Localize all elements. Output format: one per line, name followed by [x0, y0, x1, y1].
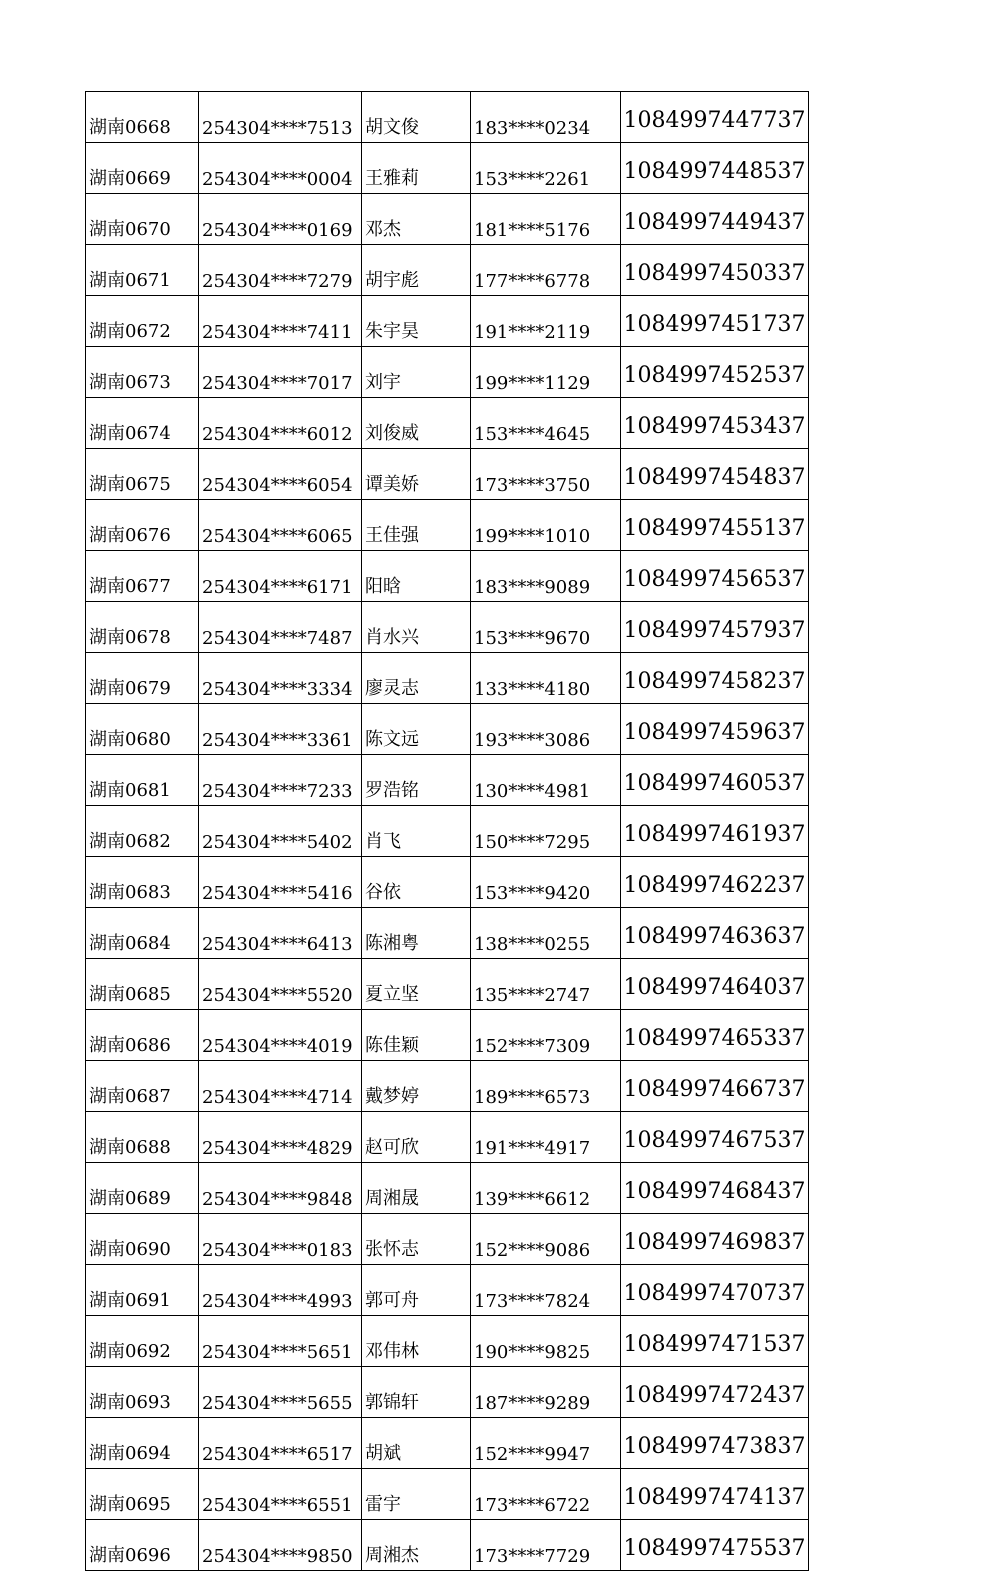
tracking-number-cell: 1084997451737	[621, 296, 809, 347]
person-name-cell: 胡斌	[362, 1418, 471, 1469]
tracking-number-cell: 1084997473837	[621, 1418, 809, 1469]
tracking-number-cell: 1084997464037	[621, 959, 809, 1010]
masked-id-cell: 254304****6517	[199, 1418, 362, 1469]
person-name-cell: 张怀志	[362, 1214, 471, 1265]
region-code-cell: 湖南0690	[86, 1214, 199, 1265]
masked-phone-cell: 152****7309	[471, 1010, 621, 1061]
table-row	[86, 92, 809, 143]
masked-phone-cell: 189****6573	[471, 1061, 621, 1112]
person-name-cell: 阳晗	[362, 551, 471, 602]
masked-phone-cell: 153****9670	[471, 602, 621, 653]
table-row	[86, 398, 809, 449]
table-row	[86, 857, 809, 908]
person-name-cell: 王佳强	[362, 500, 471, 551]
masked-id-cell: 254304****7513	[199, 92, 362, 143]
masked-phone-cell: 199****1129	[471, 347, 621, 398]
masked-phone-cell: 153****4645	[471, 398, 621, 449]
tracking-number-cell: 1084997449437	[621, 194, 809, 245]
region-code-cell: 湖南0678	[86, 602, 199, 653]
masked-id-cell: 254304****7487	[199, 602, 362, 653]
masked-id-cell: 254304****6054	[199, 449, 362, 500]
tracking-number-cell: 1084997463637	[621, 908, 809, 959]
region-code-cell: 湖南0696	[86, 1520, 199, 1571]
masked-phone-cell: 152****9947	[471, 1418, 621, 1469]
person-name-cell: 周湘杰	[362, 1520, 471, 1571]
masked-id-cell: 254304****6012	[199, 398, 362, 449]
table-row	[86, 1469, 809, 1520]
masked-id-cell: 254304****4714	[199, 1061, 362, 1112]
table-row	[86, 1163, 809, 1214]
tracking-number-cell: 1084997450337	[621, 245, 809, 296]
table-row	[86, 347, 809, 398]
region-code-cell: 湖南0683	[86, 857, 199, 908]
masked-phone-cell: 152****9086	[471, 1214, 621, 1265]
region-code-cell: 湖南0679	[86, 653, 199, 704]
person-name-cell: 刘宇	[362, 347, 471, 398]
masked-phone-cell: 173****7729	[471, 1520, 621, 1571]
tracking-number-cell: 1084997459637	[621, 704, 809, 755]
table-row	[86, 296, 809, 347]
tracking-number-cell: 1084997462237	[621, 857, 809, 908]
masked-id-cell: 254304****7279	[199, 245, 362, 296]
masked-phone-cell: 153****9420	[471, 857, 621, 908]
table-row	[86, 602, 809, 653]
region-code-cell: 湖南0677	[86, 551, 199, 602]
region-code-cell: 湖南0680	[86, 704, 199, 755]
tracking-number-cell: 1084997467537	[621, 1112, 809, 1163]
masked-phone-cell: 173****3750	[471, 449, 621, 500]
masked-phone-cell: 183****0234	[471, 92, 621, 143]
masked-phone-cell: 135****2747	[471, 959, 621, 1010]
region-code-cell: 湖南0681	[86, 755, 199, 806]
tracking-number-cell: 1084997470737	[621, 1265, 809, 1316]
masked-phone-cell: 190****9825	[471, 1316, 621, 1367]
masked-phone-cell: 191****2119	[471, 296, 621, 347]
masked-id-cell: 254304****6413	[199, 908, 362, 959]
region-code-cell: 湖南0684	[86, 908, 199, 959]
person-name-cell: 王雅莉	[362, 143, 471, 194]
region-code-cell: 湖南0676	[86, 500, 199, 551]
masked-phone-cell: 130****4981	[471, 755, 621, 806]
table-row	[86, 500, 809, 551]
masked-phone-cell: 150****7295	[471, 806, 621, 857]
records-table	[85, 91, 809, 1571]
masked-phone-cell: 183****9089	[471, 551, 621, 602]
person-name-cell: 戴梦婷	[362, 1061, 471, 1112]
person-name-cell: 朱宇昊	[362, 296, 471, 347]
region-code-cell: 湖南0688	[86, 1112, 199, 1163]
masked-id-cell: 254304****7411	[199, 296, 362, 347]
tracking-number-cell: 1084997472437	[621, 1367, 809, 1418]
table-row	[86, 1520, 809, 1571]
table-row	[86, 704, 809, 755]
table-row	[86, 1112, 809, 1163]
masked-id-cell: 254304****9848	[199, 1163, 362, 1214]
masked-id-cell: 254304****6551	[199, 1469, 362, 1520]
tracking-number-cell: 1084997465337	[621, 1010, 809, 1061]
table-row	[86, 1214, 809, 1265]
person-name-cell: 肖飞	[362, 806, 471, 857]
region-code-cell: 湖南0674	[86, 398, 199, 449]
masked-phone-cell: 173****6722	[471, 1469, 621, 1520]
masked-id-cell: 254304****3334	[199, 653, 362, 704]
region-code-cell: 湖南0689	[86, 1163, 199, 1214]
tracking-number-cell: 1084997474137	[621, 1469, 809, 1520]
masked-id-cell: 254304****5416	[199, 857, 362, 908]
table-row	[86, 551, 809, 602]
region-code-cell: 湖南0668	[86, 92, 199, 143]
region-code-cell: 湖南0694	[86, 1418, 199, 1469]
masked-id-cell: 254304****0004	[199, 143, 362, 194]
masked-phone-cell: 199****1010	[471, 500, 621, 551]
masked-id-cell: 254304****7233	[199, 755, 362, 806]
table-row	[86, 194, 809, 245]
table-row	[86, 755, 809, 806]
masked-id-cell: 254304****5651	[199, 1316, 362, 1367]
table-row	[86, 806, 809, 857]
tracking-number-cell: 1084997454837	[621, 449, 809, 500]
person-name-cell: 周湘晟	[362, 1163, 471, 1214]
tracking-number-cell: 1084997453437	[621, 398, 809, 449]
tracking-number-cell: 1084997456537	[621, 551, 809, 602]
tracking-number-cell: 1084997469837	[621, 1214, 809, 1265]
region-code-cell: 湖南0692	[86, 1316, 199, 1367]
table-row	[86, 908, 809, 959]
tracking-number-cell: 1084997457937	[621, 602, 809, 653]
table-row	[86, 653, 809, 704]
region-code-cell: 湖南0672	[86, 296, 199, 347]
region-code-cell: 湖南0670	[86, 194, 199, 245]
masked-id-cell: 254304****0183	[199, 1214, 362, 1265]
masked-id-cell: 254304****9850	[199, 1520, 362, 1571]
person-name-cell: 陈佳颖	[362, 1010, 471, 1061]
region-code-cell: 湖南0686	[86, 1010, 199, 1061]
masked-id-cell: 254304****4829	[199, 1112, 362, 1163]
masked-phone-cell: 187****9289	[471, 1367, 621, 1418]
person-name-cell: 雷宇	[362, 1469, 471, 1520]
masked-phone-cell: 181****5176	[471, 194, 621, 245]
tracking-number-cell: 1084997452537	[621, 347, 809, 398]
table-row	[86, 1316, 809, 1367]
person-name-cell: 赵可欣	[362, 1112, 471, 1163]
person-name-cell: 罗浩铭	[362, 755, 471, 806]
masked-phone-cell: 191****4917	[471, 1112, 621, 1163]
tracking-number-cell: 1084997460537	[621, 755, 809, 806]
person-name-cell: 郭锦轩	[362, 1367, 471, 1418]
person-name-cell: 邓伟林	[362, 1316, 471, 1367]
region-code-cell: 湖南0691	[86, 1265, 199, 1316]
region-code-cell: 湖南0693	[86, 1367, 199, 1418]
tracking-number-cell: 1084997448537	[621, 143, 809, 194]
masked-phone-cell: 193****3086	[471, 704, 621, 755]
region-code-cell: 湖南0671	[86, 245, 199, 296]
table-row	[86, 959, 809, 1010]
region-code-cell: 湖南0675	[86, 449, 199, 500]
masked-id-cell: 254304****3361	[199, 704, 362, 755]
person-name-cell: 刘俊威	[362, 398, 471, 449]
region-code-cell: 湖南0695	[86, 1469, 199, 1520]
masked-phone-cell: 153****2261	[471, 143, 621, 194]
masked-phone-cell: 177****6778	[471, 245, 621, 296]
person-name-cell: 谷依	[362, 857, 471, 908]
table-row	[86, 1061, 809, 1112]
masked-id-cell: 254304****5520	[199, 959, 362, 1010]
person-name-cell: 陈湘粤	[362, 908, 471, 959]
table-row	[86, 1265, 809, 1316]
region-code-cell: 湖南0685	[86, 959, 199, 1010]
region-code-cell: 湖南0687	[86, 1061, 199, 1112]
tracking-number-cell: 1084997468437	[621, 1163, 809, 1214]
person-name-cell: 胡宇彪	[362, 245, 471, 296]
table-row	[86, 1010, 809, 1061]
person-name-cell: 邓杰	[362, 194, 471, 245]
person-name-cell: 廖灵志	[362, 653, 471, 704]
masked-id-cell: 254304****0169	[199, 194, 362, 245]
table-row	[86, 1418, 809, 1469]
masked-id-cell: 254304****5402	[199, 806, 362, 857]
person-name-cell: 夏立坚	[362, 959, 471, 1010]
region-code-cell: 湖南0669	[86, 143, 199, 194]
tracking-number-cell: 1084997455137	[621, 500, 809, 551]
table-row	[86, 1367, 809, 1418]
masked-phone-cell: 138****0255	[471, 908, 621, 959]
table-row	[86, 245, 809, 296]
person-name-cell: 胡文俊	[362, 92, 471, 143]
table-row	[86, 143, 809, 194]
masked-id-cell: 254304****7017	[199, 347, 362, 398]
tracking-number-cell: 1084997447737	[621, 92, 809, 143]
tracking-number-cell: 1084997475537	[621, 1520, 809, 1571]
masked-id-cell: 254304****4993	[199, 1265, 362, 1316]
region-code-cell: 湖南0673	[86, 347, 199, 398]
person-name-cell: 郭可舟	[362, 1265, 471, 1316]
tracking-number-cell: 1084997466737	[621, 1061, 809, 1112]
masked-id-cell: 254304****5655	[199, 1367, 362, 1418]
tracking-number-cell: 1084997458237	[621, 653, 809, 704]
records-table-body	[86, 92, 809, 1571]
tracking-number-cell: 1084997461937	[621, 806, 809, 857]
table-row	[86, 449, 809, 500]
region-code-cell: 湖南0682	[86, 806, 199, 857]
tracking-number-cell: 1084997471537	[621, 1316, 809, 1367]
masked-id-cell: 254304****4019	[199, 1010, 362, 1061]
person-name-cell: 肖水兴	[362, 602, 471, 653]
person-name-cell: 陈文远	[362, 704, 471, 755]
person-name-cell: 谭美娇	[362, 449, 471, 500]
masked-id-cell: 254304****6171	[199, 551, 362, 602]
masked-phone-cell: 133****4180	[471, 653, 621, 704]
masked-id-cell: 254304****6065	[199, 500, 362, 551]
masked-phone-cell: 173****7824	[471, 1265, 621, 1316]
masked-phone-cell: 139****6612	[471, 1163, 621, 1214]
